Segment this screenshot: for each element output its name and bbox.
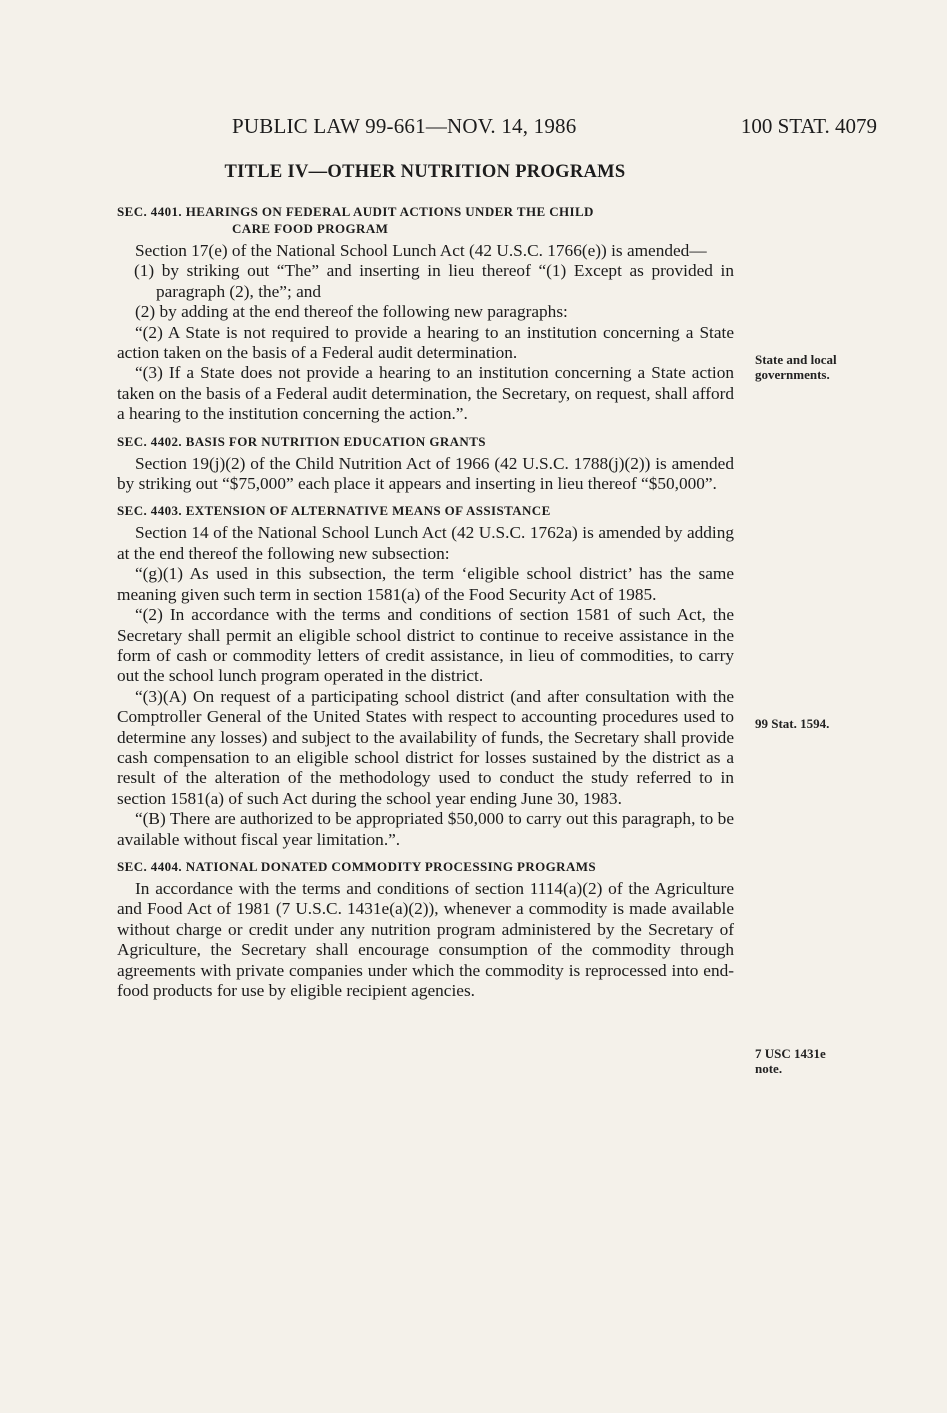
public-law-citation: PUBLIC LAW 99-661—NOV. 14, 1986 bbox=[232, 114, 577, 138]
statute-page-number: 100 STAT. 4079 bbox=[740, 114, 877, 138]
section-4403-subsection-g1: “(g)(1) As used in this subsection, the term ‘eligible school district’ has the same meaning given such term in section 1581(a) of the Food Security Act of 1985. bbox=[117, 564, 734, 604]
section-4403-heading: SEC. 4403. EXTENSION OF ALTERNATIVE MEANS OF ASSISTANCE bbox=[117, 503, 551, 519]
running-head bbox=[232, 114, 877, 146]
section-4403-paragraph: Section 14 of the National School Lunch Act (42 U.S.C. 1762a) is amended by adding at the end thereof the following new subsection: bbox=[117, 523, 734, 563]
section-4401-clause-2: (2) by adding at the end thereof the following new paragraphs: bbox=[135, 302, 568, 322]
section-4401-heading-line1: SEC. 4401. HEARINGS ON FEDERAL AUDIT ACTIONS UNDER THE CHILD bbox=[117, 204, 594, 219]
section-4401-heading bbox=[117, 203, 734, 237]
section-4401-paragraph: Section 17(e) of the National School Lunch Act (42 U.S.C. 1766(e)) is amended— bbox=[135, 241, 707, 260]
title-heading: TITLE IV—OTHER NUTRITION PROGRAMS bbox=[224, 162, 626, 182]
margin-note-line: note. bbox=[755, 1061, 783, 1076]
section-4401-clause-1: (1) by striking out “The” and inserting in lieu thereof “(1) Except as provided in paragraph (2), the”; and bbox=[134, 261, 734, 301]
margin-note-line: governments. bbox=[755, 367, 830, 382]
section-4401-paragraph-2: “(2) A State is not required to provide a hearing to an institution concerning a State action taken on the basis of a Federal audit determination. bbox=[117, 322, 734, 363]
document-body bbox=[117, 203, 734, 1001]
margin-note-line: 7 USC 1431e bbox=[755, 1046, 826, 1061]
section-4403-subsection-g3b: “(B) There are authorized to be appropriated $50,000 to carry out this paragraph, to be available without fiscal year limitation.”. bbox=[117, 809, 734, 849]
section-4404-heading: SEC. 4404. NATIONAL DONATED COMMODITY PROCESSING PROGRAMS bbox=[117, 858, 597, 874]
margin-note-stat-reference: 99 Stat. 1594. bbox=[755, 716, 830, 731]
section-4401-heading-line2: CARE FOOD PROGRAM bbox=[232, 221, 389, 236]
section-4402-heading: SEC. 4402. BASIS FOR NUTRITION EDUCATION GRANTS bbox=[117, 433, 486, 449]
section-4403-subsection-g2: “(2) In accordance with the terms and conditions of section 1581 of such Act, the Secretary shall permit an eligible school district to continue to receive assistance in the form of cash or commodity letters of credit assistance, in lieu of commodities, to carry out the school lunch program operated in the district. bbox=[117, 605, 734, 686]
section-4402-paragraph: Section 19(j)(2) of the Child Nutrition Act of 1966 (42 U.S.C. 1788(j)(2)) is amended by striking out “$75,000” each place it appears and inserting in lieu thereof “$50,000”. bbox=[117, 453, 734, 494]
section-4401-paragraph-3: “(3) If a State does not provide a hearing to an institution concerning a State action taken on the basis of a Federal audit determination, the Secretary, on request, shall afford a hearing to the institution concerning the action.”. bbox=[117, 363, 734, 424]
margin-note-line: State and local bbox=[755, 352, 837, 367]
margin-note-state-local bbox=[755, 352, 837, 382]
margin-note-usc bbox=[755, 1046, 826, 1076]
section-4404-paragraph: In accordance with the terms and conditions of section 1114(a)(2) of the Agriculture and Food Act of 1981 (7 U.S.C. 1431e(a)(2)), whenever a commodity is made available without charge or credit under any nutrition program administered by the Secretary of Agriculture, the Secretary shall encourage consumption of the commodity through agreements with private companies under which the commodity is reprocessed into end-food products for use by eligible recipient agencies. bbox=[117, 878, 734, 1000]
section-4403-subsection-g3a: “(3)(A) On request of a participating school district (and after consultation with the Comptroller General of the United States with respect to accounting procedures used to determine any losses) and subject to the availability of funds, the Secretary shall provide cash compensation to an eligible school district for losses sustained by the district as a result of the alteration of the methodology used to conduct the study referred to in section 1581(a) of such Act during the school year ending June 30, 1983. bbox=[117, 686, 734, 808]
